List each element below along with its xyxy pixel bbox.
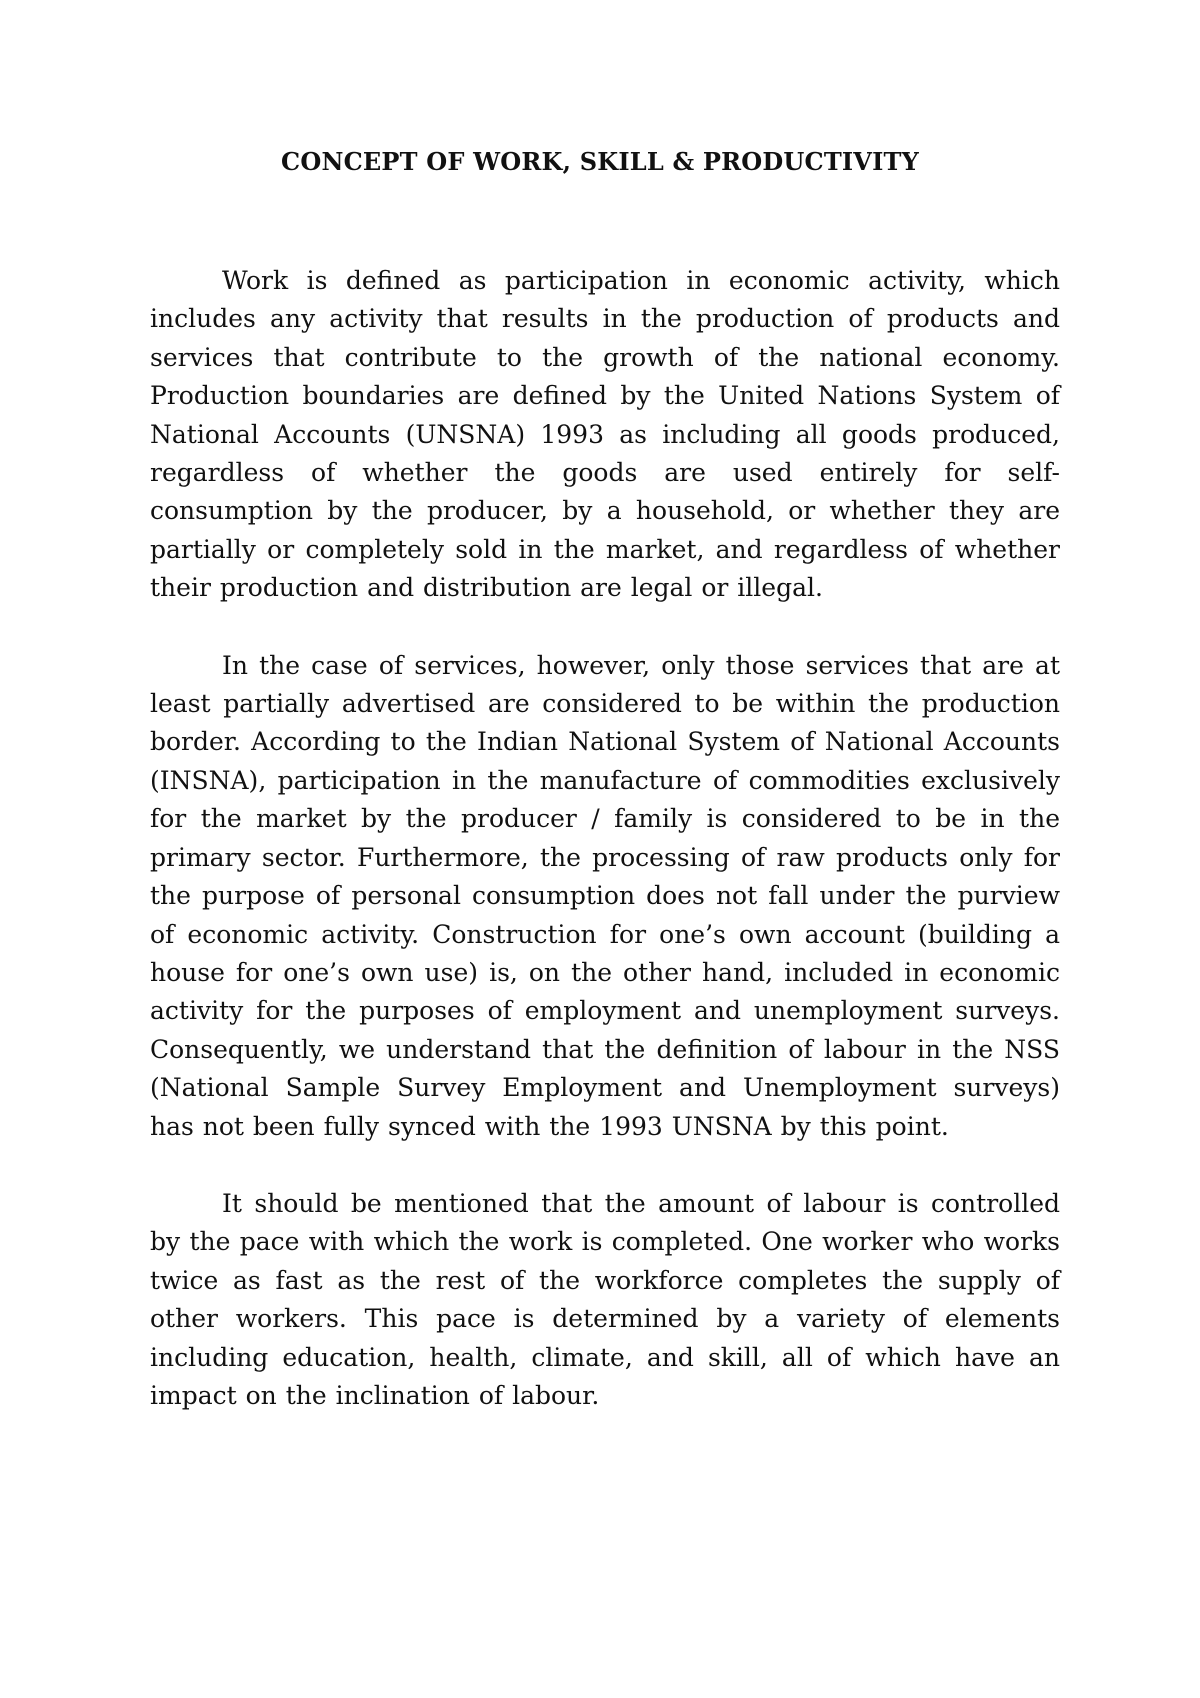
- paragraph-labour-pace: It should be mentioned that the amount of labour is controlled by the pace with which the work is completed. One worker who works twice as fast as the rest of the workforce completes the supply of other workers. This pace is determined by a variety of elements including education, health, climate, and skill, all of which have an impact on the inclination of labour.: [150, 1188, 1060, 1410]
- document-body: [150, 262, 1060, 1454]
- paragraph-work-definition: Work is defined as participation in economic activity, which includes any activity that results in the production of products and services that contribute to the growth of the national economy. Production boundaries are defined by the United Nations System of National Accounts (UNSNA) 1993 as including all goods produced, regardless of whether the goods are used entirely for self-consumption by the producer, by a household, or whether they are partially or completely sold in the market, and regardless of whether their production and distribution are legal or illegal.: [150, 266, 1060, 603]
- document-title: CONCEPT OF WORK, SKILL & PRODUCTIVITY: [281, 147, 919, 176]
- paragraph-services-production-border: In the case of services, however, only those services that are at least partially advertised are considered to be within the production border. According to the Indian National System of National Accounts (INSNA), participation in the manufacture of commodities exclusively for the market by the producer / family is considered to be in the primary sector. Furthermore, the processing of raw products only for the purpose of personal consumption does not fall under the purview of economic activity. Construction for one’s own account (building a house for one’s own use) is, on the other hand, included in economic activity for the purposes of employment and unemployment surveys. Consequently, we understand that the definition of labour in the NSS (National Sample Survey Employment and Unemployment surveys) has not been fully synced with the 1993 UNSNA by this point.: [150, 650, 1060, 1141]
